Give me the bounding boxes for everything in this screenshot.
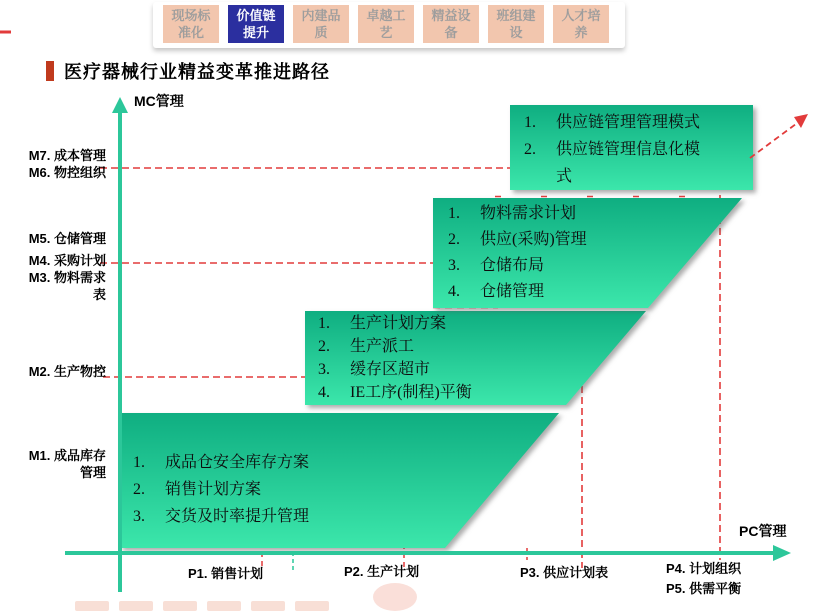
list-item-text: 生产计划方案: [350, 315, 447, 332]
y-axis-title: MC管理: [134, 93, 184, 109]
step3-items: [448, 201, 728, 305]
y-axis-label-m6: M6. 物控组织: [28, 165, 106, 180]
nav-tab-label-line2: 质: [314, 25, 328, 40]
y-axis-label-m1: [4, 447, 106, 481]
nav-tab-label-line1: 精益设: [431, 8, 471, 23]
list-item-text: 供应链管理信息化模式: [556, 141, 701, 185]
list-item-text: 仓储布局: [480, 257, 545, 274]
list-item: [133, 476, 493, 503]
y-axis-label-m5: M5. 仓储管理: [28, 231, 106, 246]
watermark: [295, 601, 329, 611]
page-title: 医疗器械行业精益变革推进路径: [64, 62, 330, 82]
list-item-number: 2.: [448, 231, 460, 248]
watermark: [119, 601, 153, 611]
step4-items: [524, 109, 710, 190]
list-item: [133, 449, 493, 476]
list-item-number: 4.: [318, 384, 330, 401]
list-item: [448, 227, 728, 253]
list-item-text: 缓存区超市: [350, 361, 431, 378]
y-axis-label-m2: M2. 生产物控: [28, 364, 106, 379]
list-item-number: 3.: [133, 508, 145, 525]
list-item: [133, 503, 493, 530]
list-item-text: 物料需求计划: [480, 205, 577, 222]
list-item: [318, 358, 618, 381]
nav-tab-label-line2: 准化: [177, 25, 204, 40]
list-item-number: 3.: [318, 361, 330, 378]
y-axis-label-m1-line1: M1. 成品库存: [28, 448, 106, 463]
list-item-text: 供应(采购)管理: [480, 231, 587, 248]
watermark: [163, 601, 197, 611]
future-dashed-arrowhead: [794, 114, 808, 128]
list-item: [524, 136, 710, 190]
list-item-number: 2.: [318, 338, 330, 355]
y-axis-label-m4: M4. 采购计划: [28, 253, 106, 268]
step1-items: [133, 449, 493, 530]
watermark: [207, 601, 241, 611]
list-item: [318, 335, 618, 358]
list-item-text: 成品仓安全库存方案: [165, 454, 310, 471]
list-item-number: 1.: [133, 454, 145, 471]
list-item: [524, 109, 710, 136]
nav-tab-label-line2: 养: [574, 25, 588, 40]
y-axis-label-m3: [4, 269, 106, 303]
y-axis-label-m3-line1: M3. 物料需求: [28, 270, 106, 285]
list-item: [448, 201, 728, 227]
y-axis-label-m1-line2: 管理: [79, 465, 106, 480]
nav-tab[interactable]: [423, 5, 479, 43]
nav-tab-label-line1: 内建品: [301, 8, 341, 23]
nav-tab-label-line1: 卓越工: [366, 8, 406, 23]
list-item-text: 仓储管理: [480, 283, 545, 300]
list-item-text: 供应链管理管理模式: [556, 114, 701, 131]
list-item-number: 1.: [448, 205, 460, 222]
list-item-number: 2.: [524, 141, 536, 158]
list-item-number: 3.: [448, 257, 460, 274]
list-item-number: 2.: [133, 481, 145, 498]
list-item-text: IE工序(制程)平衡: [350, 384, 472, 401]
list-item: [318, 312, 618, 335]
x-axis-arrow: [773, 545, 791, 561]
nav-tab-label-line1: 现场标: [171, 8, 211, 23]
title-bullet-bar: [46, 61, 54, 81]
nav-tab[interactable]: [228, 5, 284, 43]
nav-tab[interactable]: [293, 5, 349, 43]
list-item-text: 生产派工: [350, 338, 415, 355]
watermark: [373, 583, 417, 611]
nav-tab-label-line2: 设: [509, 25, 523, 40]
nav-tab-label-line1: 人才培: [561, 8, 601, 23]
y-axis-arrow: [112, 97, 128, 113]
nav-tab[interactable]: [163, 5, 219, 43]
list-item-number: 4.: [448, 283, 460, 300]
x-axis-label-p4: P4. 计划组织: [666, 561, 742, 576]
nav-tab-label-line2: 艺: [379, 25, 393, 40]
future-dashed-arrow: [750, 121, 800, 158]
watermark: [251, 601, 285, 611]
y-axis-label-m7: M7. 成本管理: [28, 148, 106, 163]
x-axis-label-p3: P3. 供应计划表: [520, 565, 609, 580]
nav-tab-label-line2: 提升: [242, 25, 269, 40]
list-item-number: 1.: [524, 114, 536, 131]
nav-tab[interactable]: [358, 5, 414, 43]
list-item-text: 销售计划方案: [165, 481, 262, 498]
nav-tab-label-line1: 班组建: [496, 8, 536, 23]
nav-tab[interactable]: [553, 5, 609, 43]
x-axis-label-p2: P2. 生产计划: [344, 564, 420, 579]
nav-tab-label-line2: 备: [444, 25, 458, 40]
nav-tab[interactable]: [488, 5, 544, 43]
list-item: [318, 381, 618, 404]
step2-items: [318, 312, 618, 404]
watermark: [75, 601, 109, 611]
y-axis-label-m3-line2: 表: [92, 287, 106, 302]
nav-tab-label-line1: 价值链: [236, 8, 276, 23]
list-item: [448, 253, 728, 279]
list-item: [448, 279, 728, 305]
list-item-number: 1.: [318, 315, 330, 332]
x-axis-title: PC管理: [739, 523, 787, 539]
x-axis-label-p5: P5. 供需平衡: [666, 581, 742, 596]
list-item-text: 交货及时率提升管理: [165, 508, 310, 525]
x-axis-label-p1: P1. 销售计划: [188, 566, 264, 581]
nav-tab-bar: [163, 5, 618, 43]
